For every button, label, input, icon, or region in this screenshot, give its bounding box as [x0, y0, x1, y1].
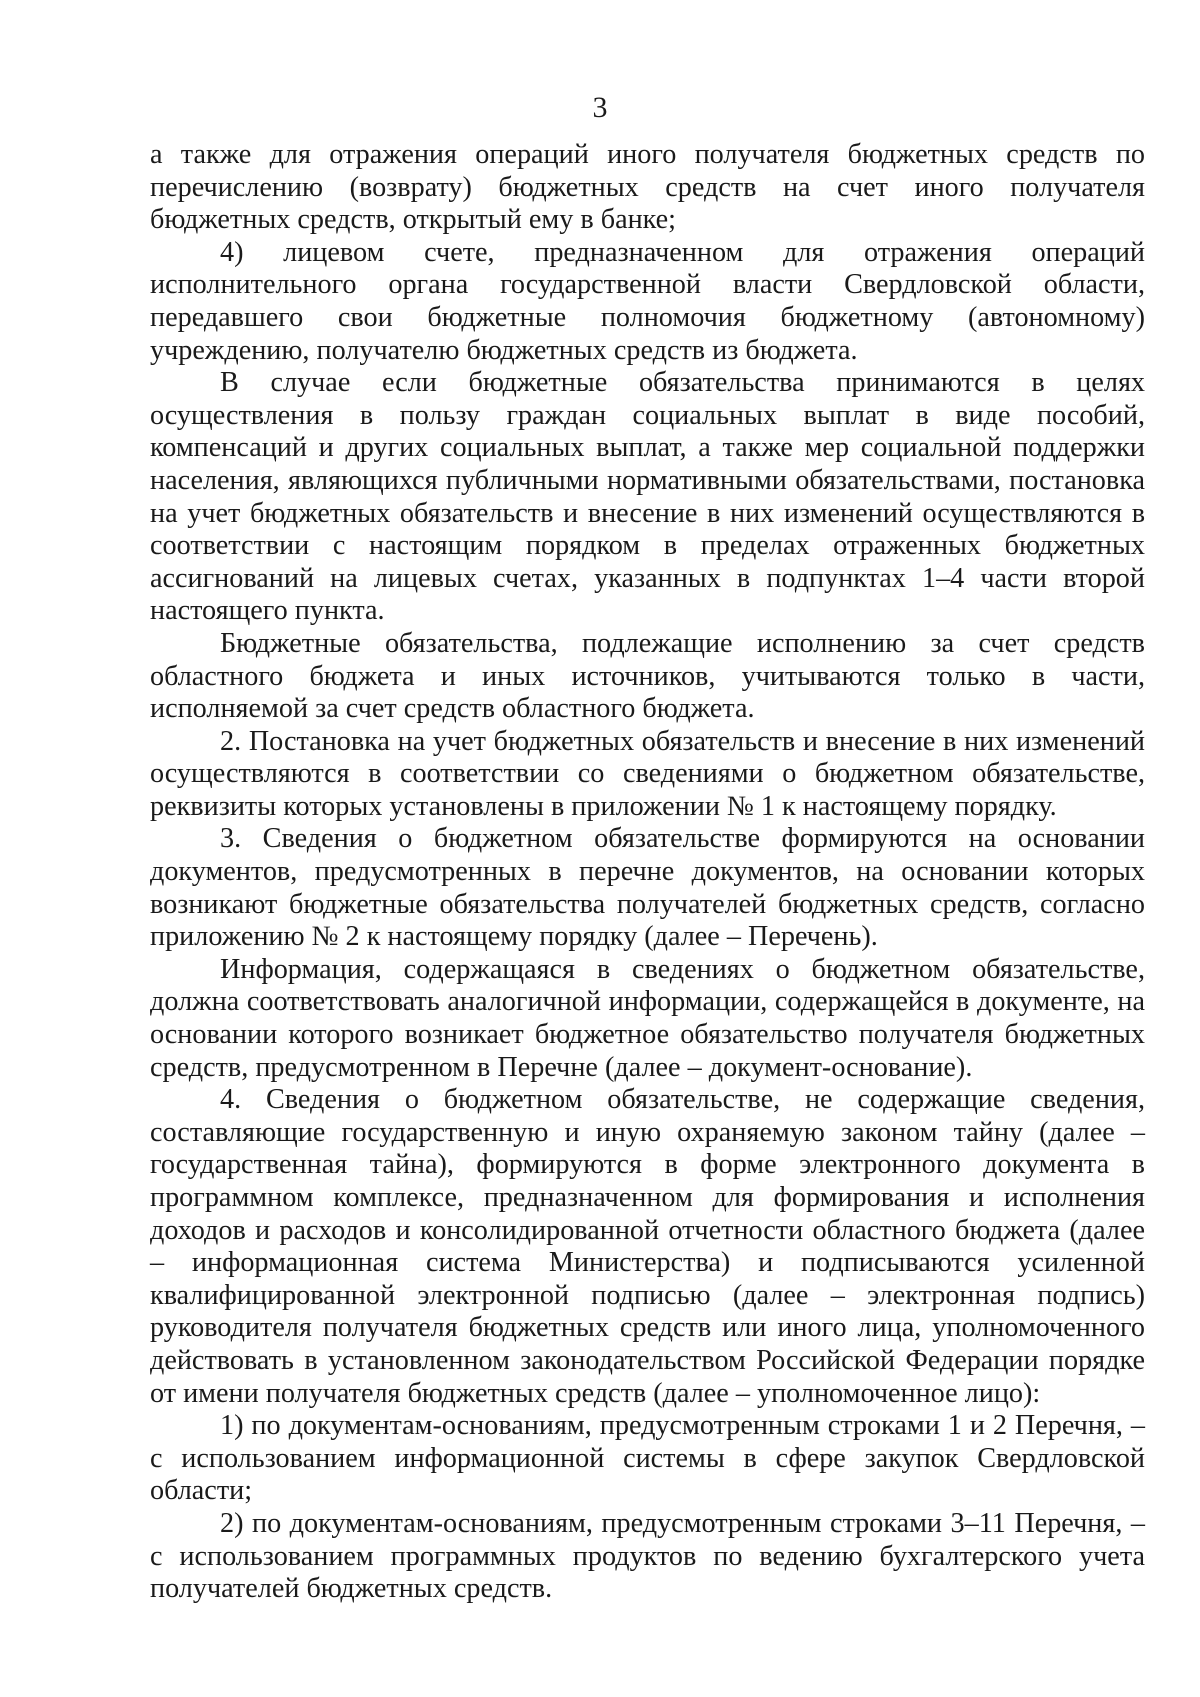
- document-body: [150, 139, 1145, 1606]
- paragraph-item-4-account: 4) лицевом счете, предназначенном для отражения операций исполнительного органа государственной власти Свердловской области, передавшего свои бюджетные полномочия бюджетному (автономному) учреждению, получателю бюджетных средств из бюджета.: [150, 236, 1145, 366]
- paragraph-regional-budget: Бюджетные обязательства, подлежащие исполнению за счет средств областного бюджета и иных источников, учитываются только в части, исполняемой за счет средств областного бюджета.: [150, 627, 1145, 725]
- paragraph-clause-4: 4. Сведения о бюджетном обязательстве, не содержащие сведения, составляющие государственную и иную охраняемую законом тайну (далее – государственная тайна), формируются в форме электронного документа в программном комплексе, предназначенном для формирования и исполнения доходов и расходов и консолидированной отчетности областного бюджета (далее – информационная система Министерства) и подписываются усиленной квалифицированной электронной подписью (далее – электронная подпись) руководителя получателя бюджетных средств или иного лица, уполномоченного действовать в установленном законодательством Российской Федерации порядке от имени получателя бюджетных средств (далее – уполномоченное лицо):: [150, 1084, 1145, 1409]
- paragraph-subclause-2: 2) по документам-основаниям, предусмотренным строками 3–11 Перечня, – с использованием программных продуктов по ведению бухгалтерского учета получателей бюджетных средств.: [150, 1507, 1145, 1605]
- paragraph-subclause-1: 1) по документам-основаниям, предусмотренным строками 1 и 2 Перечня, – с использованием информационной системы в сфере закупок Свердловской области;: [150, 1410, 1145, 1507]
- page-number: 3: [592, 91, 608, 124]
- paragraph-clause-3: 3. Сведения о бюджетном обязательстве формируются на основании документов, предусмотренных в перечне документов, на основании которых возникают бюджетные обязательства получателей бюджетных средств, согласно приложению № 2 к настоящему порядку (далее – Перечень).: [150, 823, 1145, 953]
- paragraph-clause-2: 2. Постановка на учет бюджетных обязательств и внесение в них изменений осуществляются в соответствии со сведениями о бюджетном обязательстве, реквизиты которых установлены в приложении № 1 к настоящему порядку.: [150, 725, 1145, 822]
- paragraph-social-payments: В случае если бюджетные обязательства принимаются в целях осуществления в пользу граждан социальных выплат в виде пособий, компенсаций и других социальных выплат, а также мер социальной поддержки населения, являющихся публичными нормативными обязательствами, постановка на учет бюджетных обязательств и внесение в них изменений осуществляются в соответствии с настоящим порядком в пределах отраженных бюджетных ассигнований на лицевых счетах, указанных в подпунктах 1–4 части второй настоящего пункта.: [150, 367, 1145, 627]
- paragraph-continuation: а также для отражения операций иного получателя бюджетных средств по перечислению (возврату) бюджетных средств на счет иного получателя бюджетных средств, открытый ему в банке;: [150, 139, 1145, 236]
- paragraph-information: Информация, содержащаяся в сведениях о бюджетном обязательстве, должна соответствовать аналогичной информации, содержащейся в документе, на основании которого возникает бюджетное обязательство получателя бюджетных средств, предусмотренном в Перечне (далее – документ-основание).: [150, 953, 1145, 1083]
